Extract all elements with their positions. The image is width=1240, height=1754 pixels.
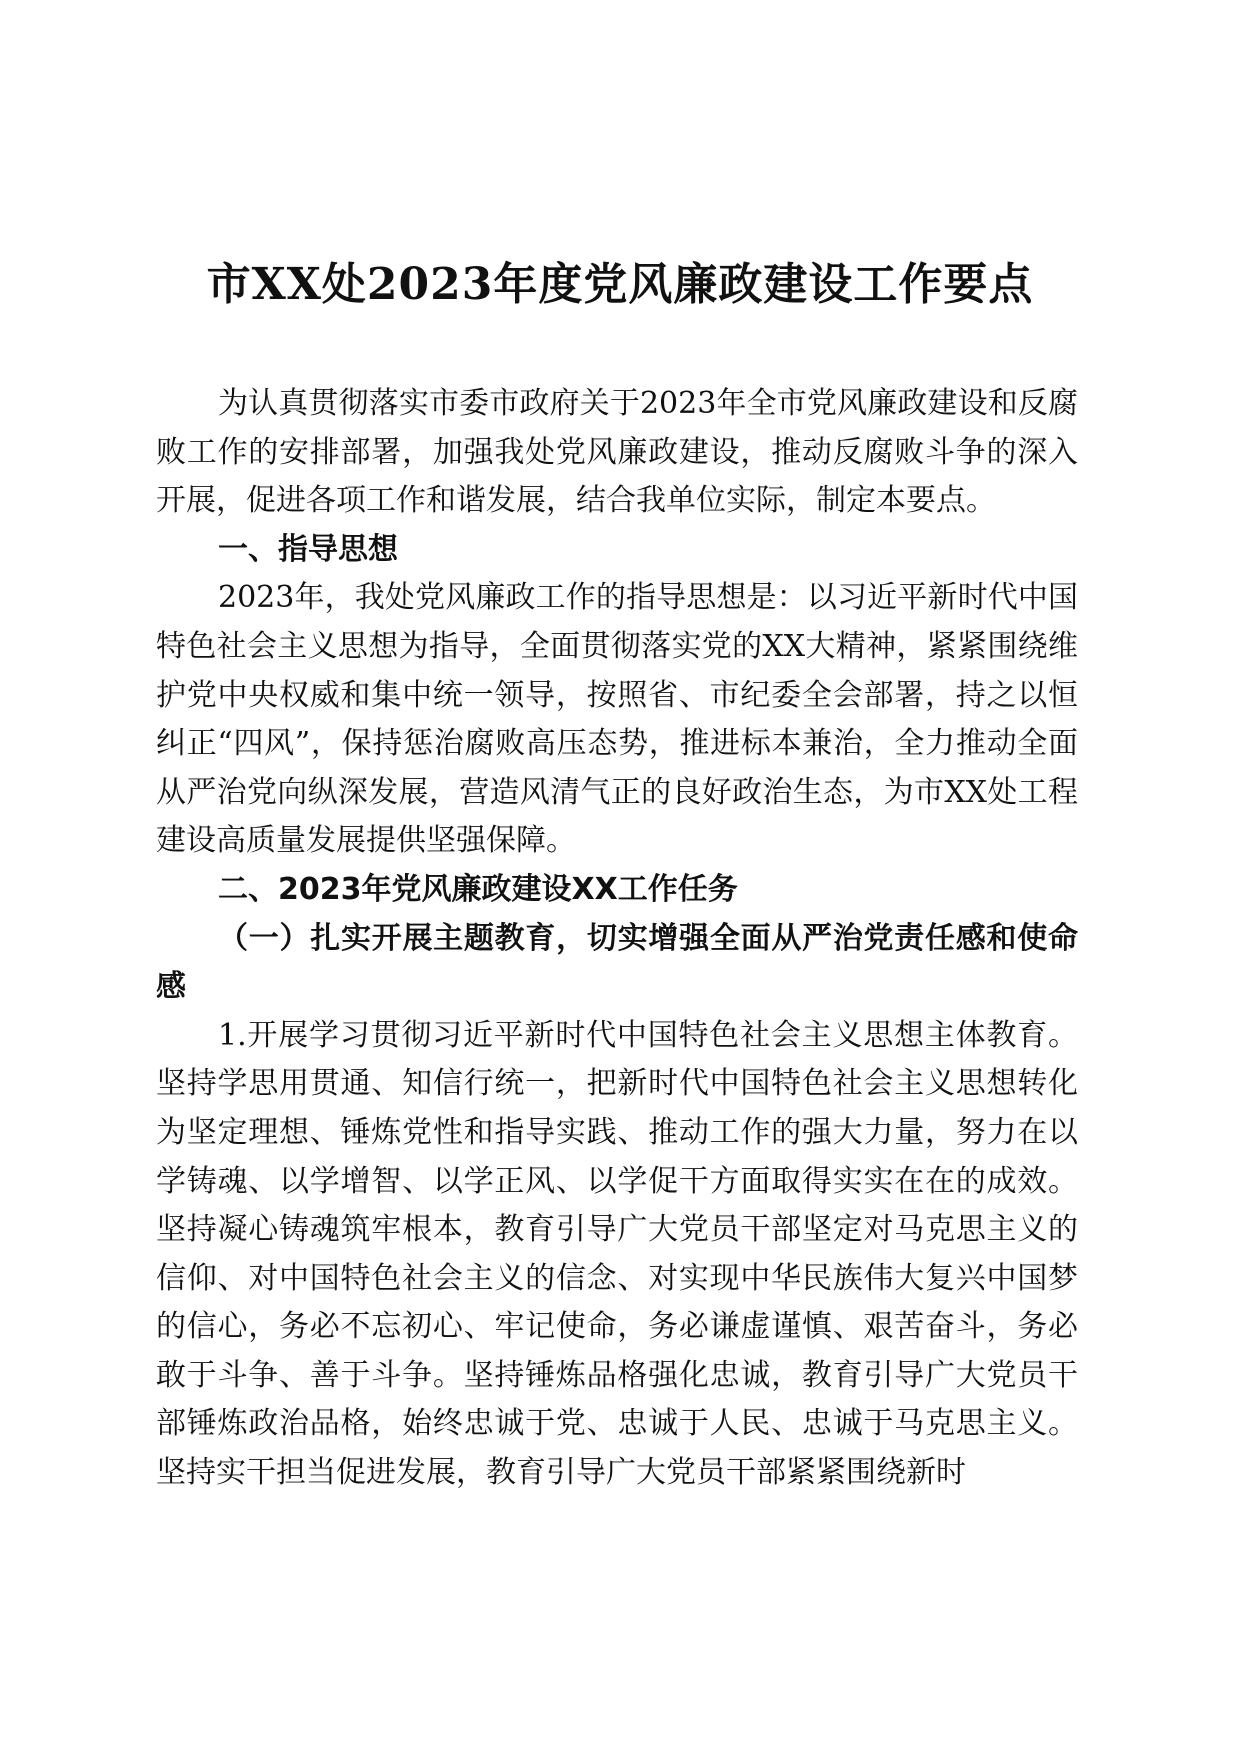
intro-paragraph: 为认真贯彻落实市委市政府关于2023年全市党风廉政建设和反腐败工作的安排部署，加强我处党风廉政建设，推动反腐败斗争的深入开展，促进各项工作和谐发展，结合我单位实际，制定本要点。 [156,386,1078,519]
guiding-ideology-paragraph: 2023年，我处党风廉政工作的指导思想是：以习近平新时代中国特色社会主义思想为指导，全面贯彻落实党的XX大精神，紧紧围绕维护党中央权威和集中统一领导，按照省、市纪委全会部署，持之以恒纠正“四风”，保持惩治腐败高压态势，推进标本兼治，全力推动全面从严治党向纵深发展，营造风清气正的良好政治生态，为市XX处工程建设高质量发展提供坚强保障。 [156,580,1078,859]
item-1-paragraph: 1.开展学习贯彻习近平新时代中国特色社会主义思想主体教育。坚持学思用贯通、知信行统一，把新时代中国特色社会主义思想转化为坚定理想、锤炼党性和指导实践、推动工作的强大力量，努力在以学铸魂、以学增智、以学正风、以学促干方面取得实实在在的成效。坚持凝心铸魂筑牢根本，教育引导广大党员干部坚定对马克思主义的信仰、对中国特色社会主义的信念、对实现中华民族伟大复兴中国梦的信心，务必不忘初心、牢记使命，务必谦虚谨慎、艰苦奋斗，务必敢于斗争、善于斗争。坚持锤炼品格强化忠诚，教育引导广大党员干部锤炼政治品格，始终忠诚于党、忠诚于人民、忠诚于马克思主义。坚持实干担当促进发展，教育引导广大党员干部紧紧围绕新时 [156,1017,1078,1491]
document-title: 市XX处2023年度党风廉政建设工作要点 [206,259,1034,310]
section-heading-tasks: 二、2023年党风廉政建设XX工作任务 [218,871,738,907]
section-heading-guiding-ideology: 一、指导思想 [218,531,398,567]
document-body [156,380,1078,1498]
subsection-heading-theme-education: （一）扎实开展主题教育，切实增强全面从严治党责任感和使命感 [156,920,1078,1005]
